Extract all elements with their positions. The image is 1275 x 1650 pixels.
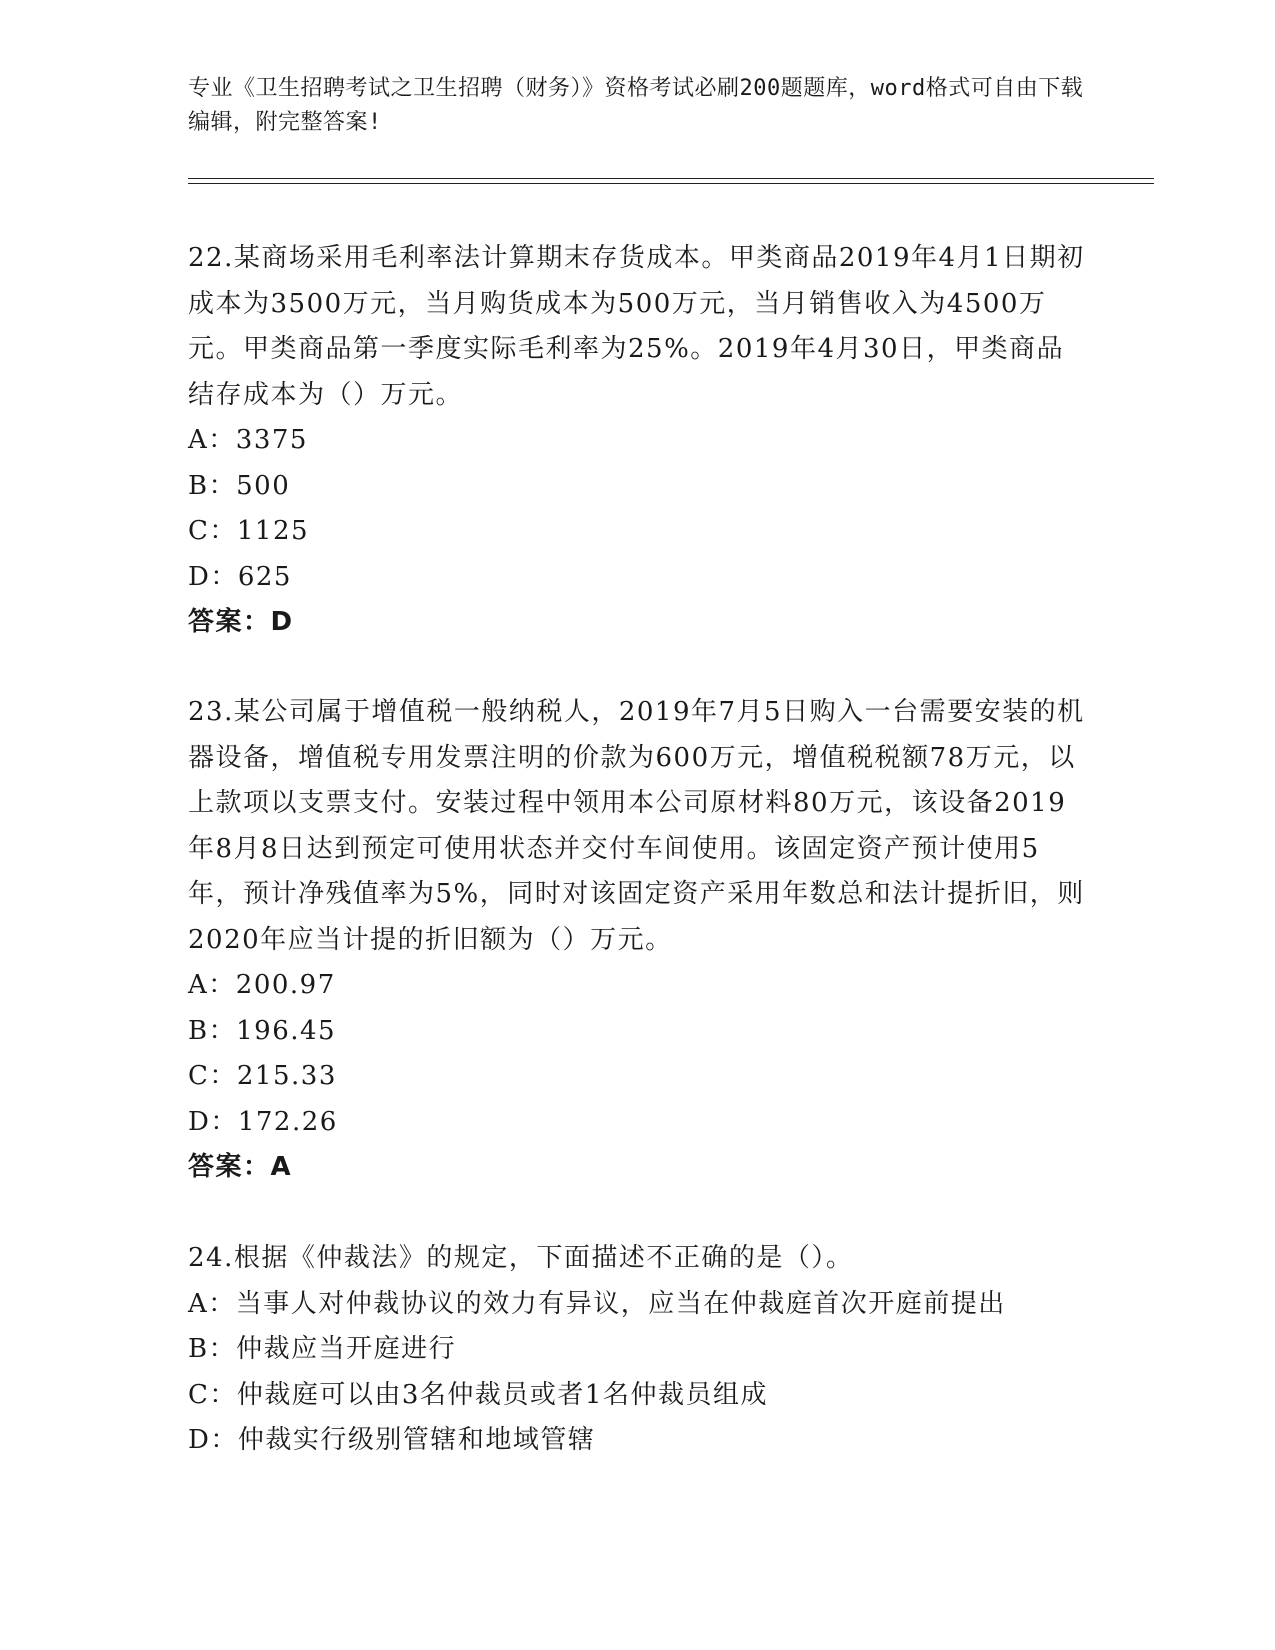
question-stem: 24.根据《仲裁法》的规定，下面描述不正确的是（）。 bbox=[188, 1243, 854, 1273]
option-a: A：3375 bbox=[188, 425, 308, 455]
question-23 bbox=[188, 690, 1088, 1191]
header-divider-top bbox=[188, 178, 1154, 179]
answer-line: 答案：A bbox=[188, 1152, 293, 1182]
option-c: C：仲裁庭可以由3名仲裁员或者1名仲裁员组成 bbox=[188, 1379, 768, 1410]
question-24 bbox=[188, 1236, 1088, 1464]
option-c: C：1125 bbox=[188, 516, 310, 546]
option-a: A：200.97 bbox=[188, 970, 336, 1000]
question-stem: 23.某公司属于增值税一般纳税人，2019年7月5日购入一台需要安装的机器设备，增值税专用发票注明的价款为600万元，增值税税额78万元，以上款项以支票支付。安装过程中领用本公司原材料80万元，该设备2019年8月8日达到预定可使用状态并交付车间使用。该固定资产预计使用5年，预计净残值率为5%，同时对该固定资产采用年数总和法计提折旧，则2020年应当计提的折旧额为（）万元。 bbox=[188, 697, 1085, 955]
option-c: C：215.33 bbox=[188, 1061, 337, 1091]
option-b: B：196.45 bbox=[188, 1015, 337, 1046]
header-text: 专业《卫生招聘考试之卫生招聘（财务）》资格考试必刷200题题库，word格式可自由下载编辑，附完整答案! bbox=[188, 76, 1084, 135]
option-d: D：仲裁实行级别管辖和地域管辖 bbox=[188, 1425, 596, 1455]
option-b: B：500 bbox=[188, 470, 291, 501]
option-a: A：当事人对仲裁协议的效力有异议，应当在仲裁庭首次开庭前提出 bbox=[188, 1288, 1006, 1319]
document-header bbox=[188, 72, 1088, 140]
question-stem: 22.某商场采用毛利率法计算期末存货成本。甲类商品2019年4月1日期初成本为3500万元，当月购货成本为500万元，当月销售收入为4500万元。甲类商品第一季度实际毛利率为25%。2019年4月30日，甲类商品结存成本为（）万元。 bbox=[188, 243, 1085, 410]
question-22 bbox=[188, 236, 1088, 646]
answer-line: 答案：D bbox=[188, 607, 294, 637]
option-d: D：625 bbox=[188, 561, 292, 592]
header-divider-bottom bbox=[188, 183, 1154, 184]
option-d: D：172.26 bbox=[188, 1106, 338, 1137]
option-b: B：仲裁应当开庭进行 bbox=[188, 1334, 457, 1364]
